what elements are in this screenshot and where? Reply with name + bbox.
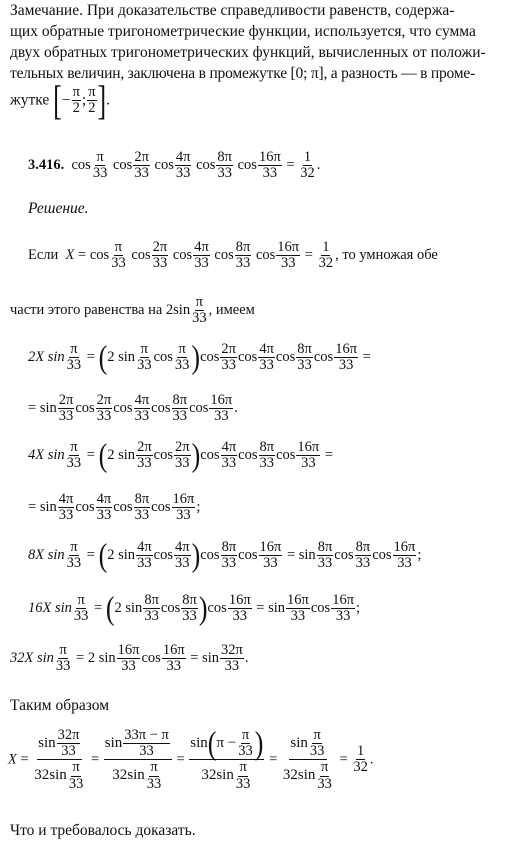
- conclusion-label: Таким образом: [10, 697, 110, 714]
- step-2b: = sin $\frac{4\pi}{33}$ cos $\frac{4\pi}{33}$ cos $\frac{8\pi}{33}$ cos $\frac{16\pi}{33}$ ;: [28, 491, 201, 524]
- remark-line-5: жутке [− $\frac{\pi}{2}$ ; $\frac{\pi}{2}$ ].: [10, 76, 111, 124]
- frac-pi-2-b: $\frac{\pi}{2}$: [88, 84, 96, 117]
- final-frac-1: sin $\frac{32\pi}{33}$ 32sin $\frac{\pi}{33}$: [34, 727, 84, 792]
- intro-line: Если X = cos $\frac{\pi}{33}$ cos $\frac{2\pi}{33}$ cos $\frac{4\pi}{33}$ cos $\frac{8\pi}{33}$ cos $\frac{16\pi}{33}$ = $\frac{1}{32}$ , то умножая обе: [28, 239, 438, 272]
- final-chain: X = sin $\frac{32\pi}{33}$ 32sin $\frac{\pi}{33}$ = sin $\frac{33\pi - \pi}{33}$ 32sin $\frac{\pi}{33}$ = sin(π − $\frac{\pi}{33}$ ) 32sin $\frac{\pi}{33}$ = sin $\frac{\pi}{33}$ 32sin $\frac{\pi}{33}$ = $\frac{1}{32}$ .: [8, 724, 374, 792]
- solution-label: Решение.: [28, 200, 89, 217]
- step-1: 2X sin $\frac{\pi}{33}$ = (2 sin $\frac{\pi}{33}$ cos $\frac{\pi}{33}$ )cos $\frac{2\pi}{33}$ cos $\frac{4\pi}{33}$ cos $\frac{8\pi}{33}$ cos $\frac{16\pi}{33}$ =: [28, 338, 371, 376]
- step-5: 32X sin $\frac{\pi}{33}$ = 2 sin $\frac{16\pi}{33}$ cos $\frac{16\pi}{33}$ = sin $\frac{32\pi}{33}$ .: [10, 642, 249, 675]
- bracket-left: [: [53, 76, 62, 124]
- step-2: 4X sin $\frac{\pi}{33}$ = (2 sin $\frac{2\pi}{33}$ cos $\frac{2\pi}{33}$ )cos $\frac{4\pi}{33}$ cos $\frac{8\pi}{33}$ cos $\frac{16\pi}{33}$ =: [28, 436, 334, 474]
- bracket-right: ]: [97, 76, 107, 124]
- qed: Что и требовалось доказать.: [10, 822, 196, 839]
- step-1b: = sin $\frac{2\pi}{33}$ cos $\frac{2\pi}{33}$ cos $\frac{4\pi}{33}$ cos $\frac{8\pi}{33}$ cos $\frac{16\pi}{33}$ .: [28, 392, 238, 425]
- remark-prefix: жутке: [10, 91, 50, 109]
- step-4: 16X sin $\frac{\pi}{33}$ = (2 sin $\frac{8\pi}{33}$ cos $\frac{8\pi}{33}$ )cos $\frac{16\pi}{33}$ = sin $\frac{16\pi}{33}$ cos $\frac{16\pi}{33}$ ;: [28, 589, 361, 627]
- frac-pi-2-a: $\frac{\pi}{2}$: [72, 84, 80, 117]
- interval-sep: ;: [81, 91, 87, 109]
- remark-line-1: Замечание. При доказательстве справедливости равенств, содержа-: [10, 2, 455, 19]
- step-3: 8X sin $\frac{\pi}{33}$ = (2 sin $\frac{4\pi}{33}$ cos $\frac{4\pi}{33}$ )cos $\frac{8\pi}{33}$ cos $\frac{16\pi}{33}$ = sin $\frac{8\pi}{33}$ cos $\frac{8\pi}{33}$ cos $\frac{16\pi}{33}$ ;: [28, 536, 422, 574]
- remark-line-2: щих обратные тригонометрические функции, используется, что сумма: [10, 23, 476, 40]
- problem-statement: 3.416. cos $\frac{\pi}{33}$ cos $\frac{2\pi}{33}$ cos $\frac{4\pi}{33}$ cos $\frac{8\pi}{33}$ cos $\frac{16\pi}{33}$ = $\frac{1}{32}$ .: [28, 149, 321, 182]
- final-frac-2: sin $\frac{33\pi - \pi}{33}$ 32sin $\frac{\pi}{33}$: [104, 728, 172, 792]
- remark-line-4: тельных величин, заключена в промежутке [0; π], а разность — в проме-: [10, 65, 476, 82]
- problem-number: 3.416.: [28, 157, 65, 174]
- minus-sign: −: [61, 91, 71, 109]
- remark-line-3: двух обратных тригонометрических функций, вычисленных от положи-: [10, 44, 486, 61]
- final-frac-4: sin $\frac{\pi}{33}$ 32sin $\frac{\pi}{33}$: [282, 727, 332, 792]
- intro-line-2: части этого равенства на 2sin $\frac{\pi}{33}$ , имеем: [10, 294, 255, 327]
- final-frac-3: sin(π − $\frac{\pi}{33}$ ) 32sin $\frac{\pi}{33}$: [190, 724, 264, 792]
